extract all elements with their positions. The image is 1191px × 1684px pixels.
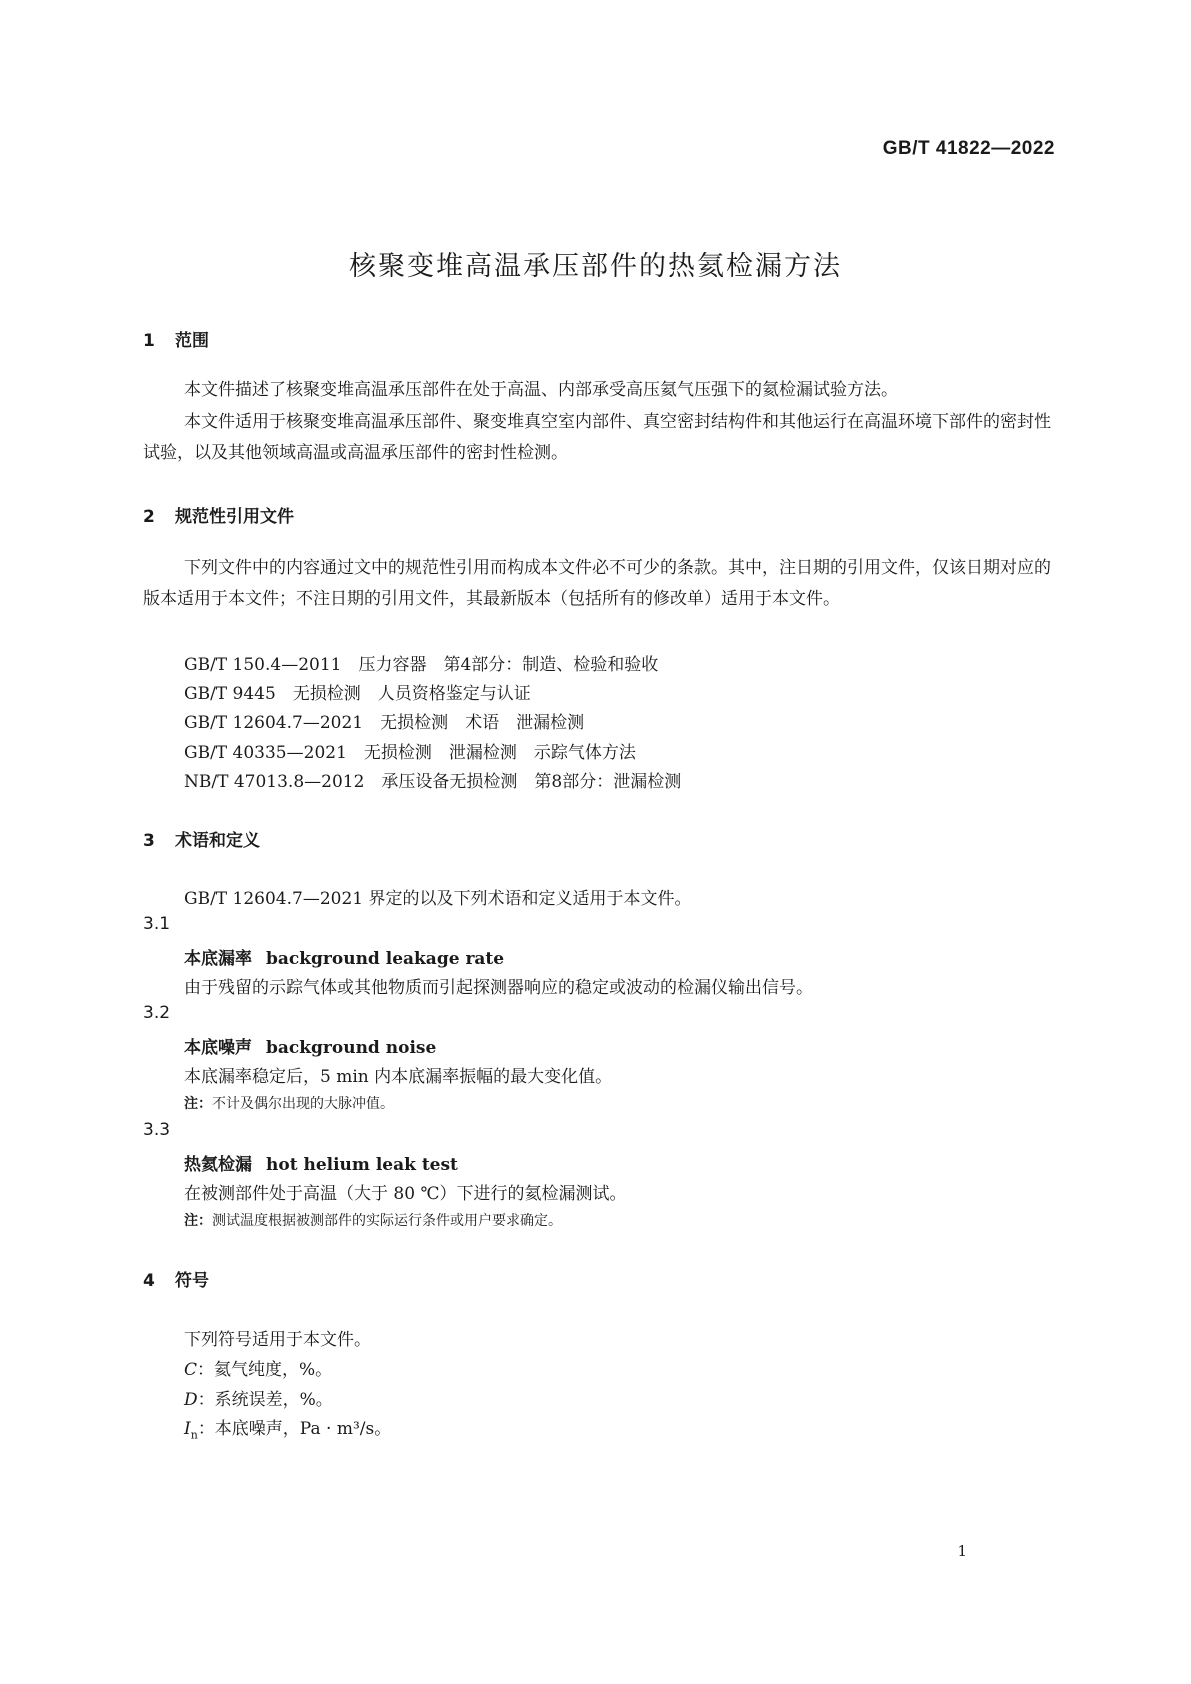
section-number: 4 — [143, 1271, 155, 1291]
term-chinese: 本底漏率 — [184, 949, 252, 969]
symbol-item — [184, 1414, 391, 1441]
symbol-item — [184, 1355, 332, 1380]
paragraph: 下列符号适用于本文件。 — [184, 1330, 371, 1350]
section-number: 1 — [143, 331, 155, 351]
paragraph: 本文件描述了核聚变堆高温承压部件在处于高温、内部承受高压氦气压强下的氦检漏试验方法。 — [184, 380, 898, 400]
section-2-heading — [143, 502, 294, 527]
symbol-item — [184, 1385, 333, 1410]
symbol-subscript: n — [190, 1428, 198, 1442]
note-label: 注： — [184, 1213, 212, 1229]
symbol-description: ：氦气纯度，%。 — [197, 1360, 333, 1380]
term-definition: 本底漏率稳定后，5 min 内本底漏率振幅的最大变化值。 — [184, 1067, 613, 1087]
term-heading — [184, 1033, 436, 1058]
paragraph: 本文件适用于核聚变堆高温承压部件、聚变堆真空室内部件、真空密封结构件和其他运行在高温环境下部件的密封性试验，以及其他领域高温或高温承压部件的密封性检测。 — [143, 412, 1051, 463]
term-heading — [184, 1150, 458, 1175]
term-note — [184, 1093, 394, 1113]
term-definition: 在被测部件处于高温（大于 80 ℃）下进行的氦检漏测试。 — [184, 1184, 627, 1204]
reference-item: GB/T 150.4—2011 压力容器 第4部分：制造、检验和验收 — [184, 655, 659, 675]
term-english: background noise — [266, 1038, 437, 1058]
section-1-heading — [143, 326, 209, 351]
reference-item: GB/T 40335—2021 无损检测 泄漏检测 示踪气体方法 — [184, 743, 636, 763]
symbol: D — [184, 1390, 198, 1410]
reference-item: GB/T 9445 无损检测 人员资格鉴定与认证 — [184, 684, 531, 704]
section-title: 符号 — [175, 1271, 209, 1291]
term-english: hot helium leak test — [266, 1155, 458, 1175]
reference-item: NB/T 47013.8—2012 承压设备无损检测 第8部分：泄漏检测 — [184, 772, 682, 792]
page-number: 1 — [957, 1542, 967, 1560]
section-title: 范围 — [175, 331, 209, 351]
term-chinese: 热氦检漏 — [184, 1155, 252, 1175]
term-number: 3.3 — [143, 1120, 171, 1140]
note-text: 不计及偶尔出现的大脉冲值。 — [212, 1096, 394, 1112]
term-number: 3.1 — [143, 914, 171, 934]
standard-number: GB/T 41822—2022 — [882, 138, 1055, 159]
section-title: 术语和定义 — [175, 831, 260, 851]
note-text: 测试温度根据被测部件的实际运行条件或用户要求确定。 — [212, 1213, 562, 1229]
term-note — [184, 1210, 562, 1230]
section-3-heading — [143, 826, 260, 851]
symbol: I — [184, 1419, 191, 1439]
symbol: C — [184, 1360, 198, 1380]
section-number: 2 — [143, 507, 155, 527]
reference-item: GB/T 12604.7—2021 无损检测 术语 泄漏检测 — [184, 713, 585, 733]
term-english: background leakage rate — [266, 949, 505, 969]
section-title: 规范性引用文件 — [175, 507, 294, 527]
paragraph: GB/T 12604.7—2021 界定的以及下列术语和定义适用于本文件。 — [184, 889, 692, 909]
symbol-description: ：本底噪声，Pa · m³/s。 — [197, 1419, 392, 1439]
symbol-description: ：系统误差，%。 — [197, 1390, 333, 1410]
term-heading — [184, 944, 504, 969]
section-4-heading — [143, 1266, 209, 1291]
document-title: 核聚变堆高温承压部件的热氦检漏方法 — [349, 251, 842, 282]
term-number: 3.2 — [143, 1003, 171, 1023]
paragraph: 下列文件中的内容通过文中的规范性引用而构成本文件必不可少的条款。其中，注日期的引用文件，仅该日期对应的版本适用于本文件；不注日期的引用文件，其最新版本（包括所有的修改单）适用于本文件。 — [143, 558, 1051, 609]
section-number: 3 — [143, 831, 155, 851]
term-chinese: 本底噪声 — [184, 1038, 252, 1058]
note-label: 注： — [184, 1096, 212, 1112]
term-definition: 由于残留的示踪气体或其他物质而引起探测器响应的稳定或波动的检漏仪输出信号。 — [184, 978, 813, 998]
